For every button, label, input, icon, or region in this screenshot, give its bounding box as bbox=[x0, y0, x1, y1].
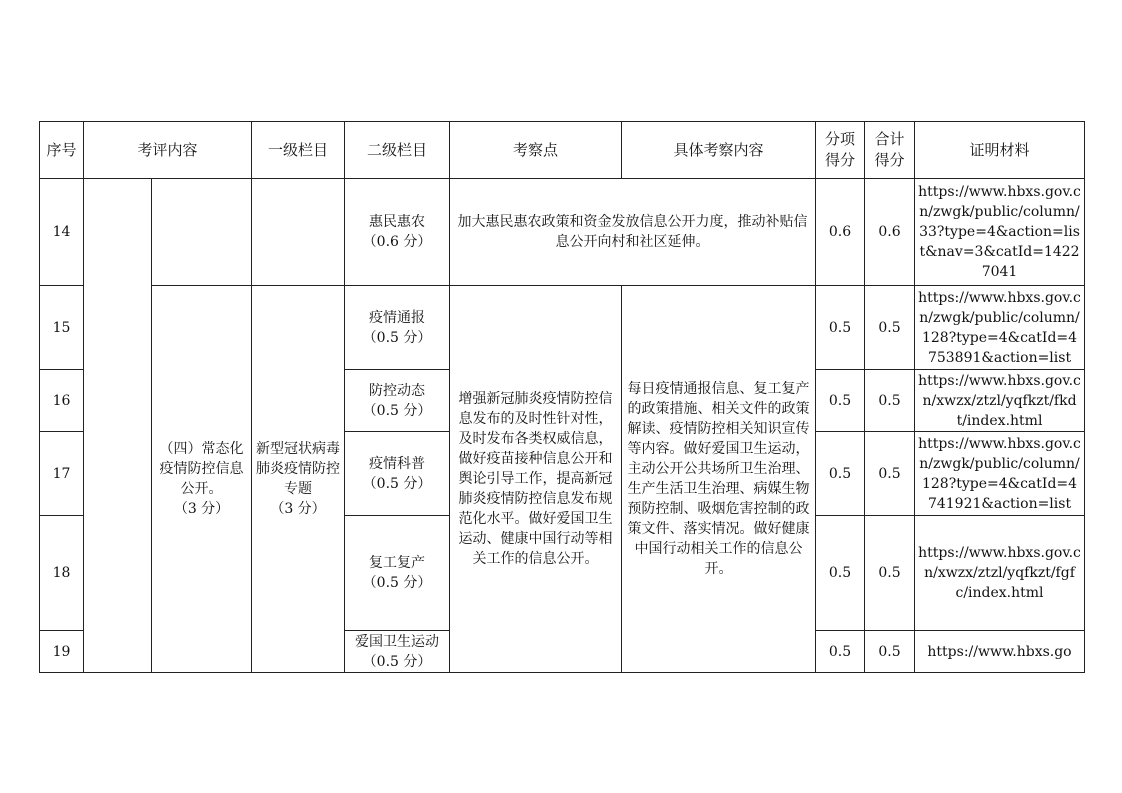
table-row bbox=[40, 286, 1085, 370]
item-score: 0.5 bbox=[816, 516, 865, 631]
total-score: 0.5 bbox=[865, 286, 915, 370]
level2-title: 复工复产 bbox=[369, 555, 426, 571]
level2-title: 爱国卫生运动 bbox=[355, 633, 440, 650]
level1-group-score: （3 分） bbox=[270, 501, 326, 517]
level2-cell bbox=[345, 516, 450, 631]
content-empty-cell bbox=[152, 179, 252, 286]
level2-score: （0.5 分） bbox=[362, 475, 432, 492]
level1-empty-cell bbox=[252, 179, 345, 286]
level2-score: （0.5 分） bbox=[362, 653, 432, 670]
row-seq: 15 bbox=[40, 286, 84, 370]
table-row bbox=[40, 179, 1085, 286]
level2-score: （0.5 分） bbox=[362, 402, 432, 419]
header-seq: 序号 bbox=[40, 122, 84, 179]
group-point-cell: 增强新冠肺炎疫情防控信息发布的及时性针对性，及时发布各类权威信息，做好疫苗接种信息公开和舆论引导工作，提高新冠肺炎疫情防控信息发布规范化水平。做好爱国卫生运动、健康中国行动等相关工作的信息公开。 bbox=[450, 286, 622, 673]
header-item-score: 分项得分 bbox=[816, 122, 865, 179]
total-score: 0.5 bbox=[865, 370, 915, 432]
header-point: 考察点 bbox=[450, 122, 622, 179]
evidence-link[interactable]: https://www.hbxs.gov.cn/zwgk/public/column/33?type=4&action=list&nav=3&catId=14227041 bbox=[915, 179, 1085, 286]
header-level1: 一级栏目 bbox=[252, 122, 345, 179]
level2-cell bbox=[345, 432, 450, 516]
header-evidence: 证明材料 bbox=[915, 122, 1085, 179]
content-group-cell bbox=[152, 286, 252, 673]
row-seq: 19 bbox=[40, 631, 84, 673]
item-score: 0.5 bbox=[816, 286, 865, 370]
item-score: 0.5 bbox=[816, 631, 865, 673]
level2-score: （0.5 分） bbox=[362, 329, 432, 346]
level1-group-title: 新型冠状病毒肺炎疫情防控专题 bbox=[256, 441, 341, 497]
header-level2: 二级栏目 bbox=[345, 122, 450, 179]
level2-cell bbox=[345, 370, 450, 432]
evidence-link[interactable]: https://www.hbxs.gov.cn/xwzx/ztzl/yqfkzt/fgfc/index.html bbox=[915, 516, 1085, 631]
level1-group-cell bbox=[252, 286, 345, 673]
row-seq: 18 bbox=[40, 516, 84, 631]
level2-cell bbox=[345, 286, 450, 370]
level2-score: （0.6 分） bbox=[362, 234, 432, 250]
item-score: 0.5 bbox=[816, 370, 865, 432]
evidence-link[interactable]: https://www.hbxs.gov.cn/zwgk/public/column/128?type=4&catId=4753891&action=list bbox=[915, 286, 1085, 370]
point-detail-cell: 加大惠民惠农政策和资金发放信息公开力度，推动补贴信息公开向村和社区延伸。 bbox=[450, 179, 816, 286]
header-content: 考评内容 bbox=[84, 122, 252, 179]
group-detail-cell: 每日疫情通报信息、复工复产的政策措施、相关文件的政策解读、疫情防控相关知识宣传等内容。做好爱国卫生运动，主动公开公共场所卫生治理、生产生活卫生治理、病媒生物预防控制、吸烟危害控制的政策文件、落实情况。做好健康中国行动相关工作的信息公开。 bbox=[622, 286, 816, 673]
row-seq: 17 bbox=[40, 432, 84, 516]
content-group-title: （四）常态化疫情防控信息公开。 bbox=[159, 441, 244, 497]
content-outer-cell bbox=[84, 179, 152, 673]
content-group-score: （3 分） bbox=[173, 501, 230, 517]
evaluation-table bbox=[39, 121, 1085, 673]
total-score: 0.5 bbox=[865, 631, 915, 673]
total-score: 0.6 bbox=[865, 179, 915, 286]
level2-cell bbox=[345, 179, 450, 286]
table-header-row bbox=[40, 122, 1085, 179]
total-score: 0.5 bbox=[865, 516, 915, 631]
level2-title: 疫情通报 bbox=[369, 309, 426, 326]
level2-cell bbox=[345, 631, 450, 673]
row-seq: 16 bbox=[40, 370, 84, 432]
header-detail: 具体考察内容 bbox=[622, 122, 816, 179]
row-seq: 14 bbox=[40, 179, 84, 286]
total-score: 0.5 bbox=[865, 432, 915, 516]
item-score: 0.6 bbox=[816, 179, 865, 286]
item-score: 0.5 bbox=[816, 432, 865, 516]
level2-score: （0.5 分） bbox=[362, 575, 432, 591]
header-total-score: 合计得分 bbox=[865, 122, 915, 179]
evidence-link[interactable]: https://www.hbxs.gov.cn/zwgk/public/column/128?type=4&catId=4741921&action=list bbox=[915, 432, 1085, 516]
level2-title: 惠民惠农 bbox=[369, 214, 426, 230]
level2-title: 疫情科普 bbox=[369, 455, 426, 472]
level2-title: 防控动态 bbox=[369, 382, 426, 399]
evidence-link[interactable]: https://www.hbxs.gov.cn/xwzx/ztzl/yqfkzt/fkdt/index.html bbox=[915, 370, 1085, 432]
evidence-link[interactable]: https://www.hbxs.go bbox=[915, 631, 1085, 673]
